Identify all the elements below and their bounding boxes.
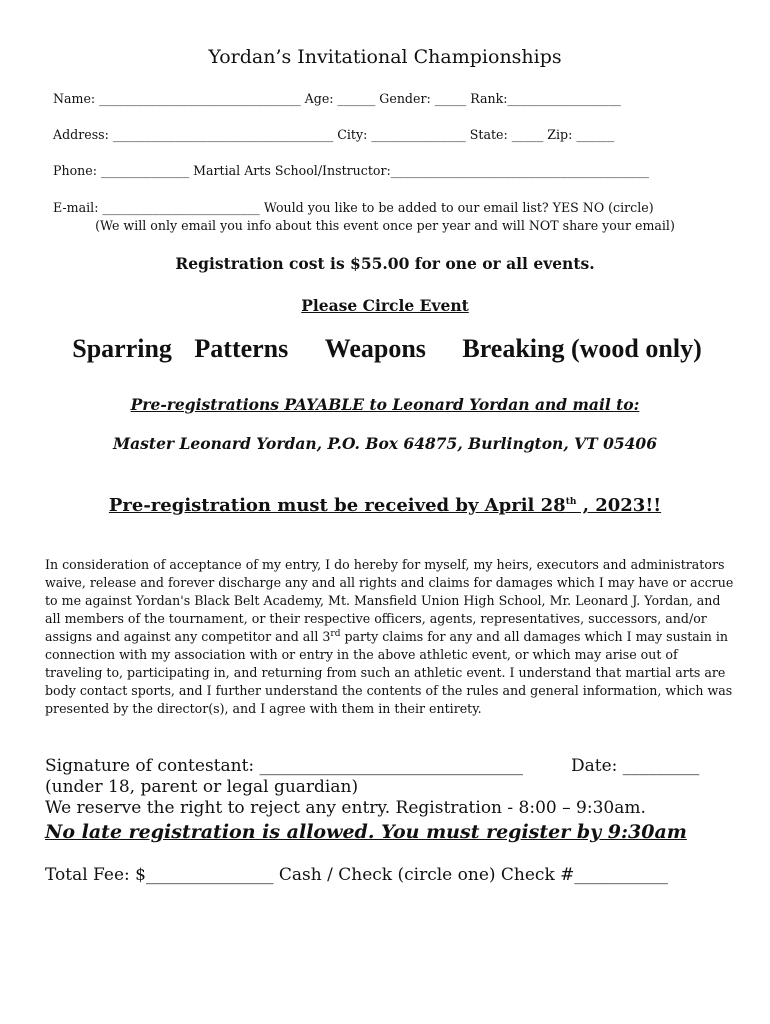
registration-cost: Registration cost is $55.00 for one or all events.: [175, 254, 595, 273]
circle-event-heading: Please Circle Event: [301, 296, 469, 315]
late-registration-note: No late registration is allowed. You must register by 9:30am: [45, 821, 687, 843]
waiver-paragraph: In consideration of acceptance of my entry, I do hereby for myself, my heirs, executors and administrators waive, release and forever discharge any and all rights and claims for damages which I may have or accrue to me against Yordan's Black Belt Academy, Mt. Mansfield Union High School, Mr. Leonard J. Yordan, and all members of the tournament, or their respective officers, agents, representatives, successors, and/or assigns and against any competitor and all 3rd party claims for any and all damages which I may sustain in connection with my association with or entry in the above athletic event, or which may arise out of traveling to, participating in, and returning from such an athletic event. I understand that martial arts are body contact sports, and I further understand the contents of the rules and general information, which was presented by the director(s), and I agree with them in their entirety.: [45, 557, 734, 716]
event-breaking: Breaking (wood only): [462, 334, 702, 363]
date-line: Date: _________: [571, 756, 700, 776]
reserve-right-note: We reserve the right to reject any entry. Registration - 8:00 – 9:30am.: [45, 798, 646, 818]
address-row: Address: ___________________________________ City: _______________ State: _____ Zip: ______: [53, 127, 615, 142]
event-patterns: Patterns: [194, 334, 289, 363]
deadline-notice: Pre-registration must be received by April 28th , 2023!!: [108, 495, 662, 516]
email-note: (We will only email you info about this event once per year and will NOT share your email): [95, 218, 675, 233]
email-row: E-mail: _________________________ Would you like to be added to our email list? YES NO (circle): [53, 200, 654, 215]
guardian-note: (under 18, parent or legal guardian): [45, 777, 359, 797]
total-fee-line: Total Fee: $_______________ Cash / Check (circle one) Check #___________: [45, 865, 668, 885]
event-sparring: Sparring: [72, 334, 172, 363]
signature-line: Signature of contestant: _______________________________: [45, 756, 524, 776]
payable-line: Pre-registrations PAYABLE to Leonard Yordan and mail to:: [130, 395, 640, 414]
event-weapons: Weapons: [324, 334, 426, 363]
phone-school-row: Phone: ______________ Martial Arts School/Instructor:_________________________________________: [53, 163, 649, 178]
page-title: Yordan’s Invitational Championships: [208, 46, 562, 68]
event-options: [0, 334, 770, 364]
name-age-gender-rank-row: Name: ________________________________ Age: ______ Gender: _____ Rank:__________________: [53, 91, 621, 106]
mailing-address: Master Leonard Yordan, P.O. Box 64875, Burlington, VT 05406: [112, 434, 657, 453]
